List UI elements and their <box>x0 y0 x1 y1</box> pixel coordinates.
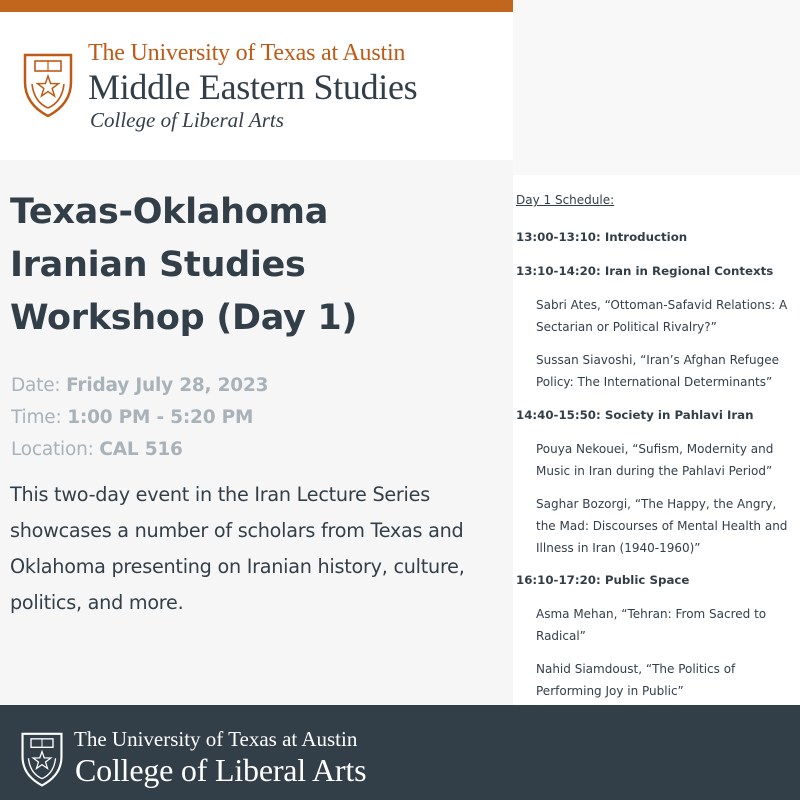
schedule-talk: Saghar Bozorgi, “The Happy, the Angry, the Mad: Discourses of Mental Health and Illness in Iran (1940-1960)” <box>536 497 788 555</box>
event-title-line: Iranian Studies <box>10 245 306 285</box>
department-name: Middle Eastern Studies <box>88 67 418 107</box>
time-label: Time: <box>11 407 62 428</box>
event-date <box>11 375 268 396</box>
right-top-panel <box>513 0 800 175</box>
date-label: Date: <box>11 375 61 396</box>
schedule-talk: Sabri Ates, “Ottoman-Safavid Relations: A Sectarian or Political Rivalry?” <box>536 298 788 334</box>
location-value: CAL 516 <box>99 439 183 460</box>
footer <box>0 705 800 800</box>
event-title-line: Workshop (Day 1) <box>10 298 358 338</box>
event-title <box>10 186 505 345</box>
time-value: 1:00 PM - 5:20 PM <box>67 407 254 428</box>
top-accent-bar <box>0 0 513 12</box>
schedule-talk: Pouya Nekouei, “Sufism, Modernity and Music in Iran during the Pahlavi Period” <box>536 442 774 478</box>
university-name: The University of Texas at Austin <box>88 40 406 66</box>
schedule-session: 16:10-17:20: Public Space <box>516 573 690 587</box>
schedule-session: 14:40-15:50: Society in Pahlavi Iran <box>516 408 754 422</box>
schedule-session: 13:00-13:10: Introduction <box>516 230 688 244</box>
schedule-session: 13:10-14:20: Iran in Regional Contexts <box>516 264 774 278</box>
schedule-talk: Asma Mehan, “Tehran: From Sacred to Radical” <box>536 607 767 643</box>
event-location <box>11 439 183 460</box>
footer-college-name: College of Liberal Arts <box>75 752 367 788</box>
footer-university-name: The University of Texas at Austin <box>74 727 358 751</box>
ut-seal-icon <box>20 731 64 789</box>
schedule-heading: Day 1 Schedule: <box>516 193 615 207</box>
location-label: Location: <box>11 439 94 460</box>
event-time <box>11 407 253 428</box>
event-title-line: Texas-Oklahoma <box>10 192 329 232</box>
schedule-talk: Sussan Siavoshi, “Iran’s Afghan Refugee Policy: The International Determinants” <box>536 353 779 389</box>
date-value: Friday July 28, 2023 <box>66 375 269 396</box>
schedule-talk: Nahid Siamdoust, “The Politics of Performing Joy in Public” <box>536 662 736 698</box>
ut-seal-icon <box>22 52 74 120</box>
event-description: This two-day event in the Iran Lecture Series showcases a number of scholars from Texas and Oklahoma presenting on Iranian history, culture, politics, and more. <box>10 483 465 614</box>
college-name: College of Liberal Arts <box>90 108 284 132</box>
